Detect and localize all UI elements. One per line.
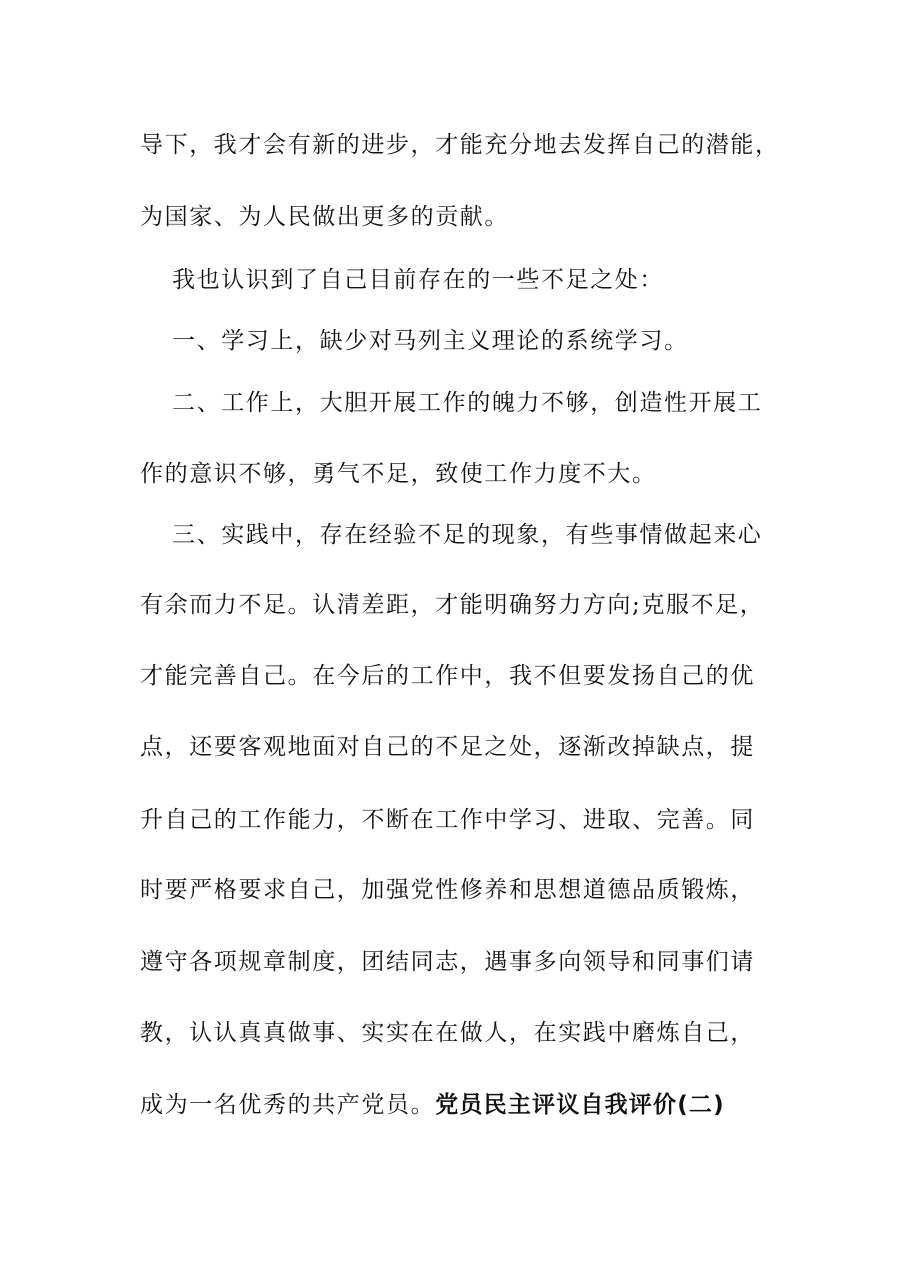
paragraph-line: 一、学习上，缺少对马列主义理论的系统学习。	[172, 328, 689, 354]
paragraph-line: 遵守各项规章制度，团结同志，遇事多向领导和同事们请	[140, 949, 755, 975]
paragraph-line: 为国家、为人民做出更多的贡献。	[140, 204, 509, 230]
paragraph-line: 时要严格要求自己，加强党性修养和思想道德品质锻炼，	[140, 877, 755, 903]
paragraph-last-text: 成为一名优秀的共产党员。	[140, 1092, 436, 1118]
paragraph-line: 二、工作上，大胆开展工作的魄力不够，创造性开展工	[172, 390, 763, 416]
paragraph-line: 才能完善自己。在今后的工作中，我不但要发扬自己的优	[140, 663, 755, 689]
paragraph-line: 作的意识不够，勇气不足，致使工作力度不大。	[140, 461, 657, 487]
paragraph-line: 导下，我才会有新的进步，才能充分地去发挥自己的潜能，	[140, 132, 780, 158]
paragraph-line: 三、实践中，存在经验不足的现象，有些事情做起来心	[172, 522, 763, 548]
paragraph-line: 教，认认真真做事、实实在在做人，在实践中磨炼自己，	[140, 1020, 755, 1046]
paragraph-line: 升自己的工作能力，不断在工作中学习、进取、完善。同	[140, 807, 755, 833]
paragraph-line: 有余而力不足。认清差距，才能明确努力方向;克服不足，	[140, 592, 765, 618]
paragraph-line: 点，还要客观地面对自己的不足之处，逐渐改掉缺点，提	[140, 734, 755, 760]
paragraph-line-final	[140, 1085, 780, 1125]
paragraph-line: 我也认识到了自己目前存在的一些不足之处：	[172, 267, 664, 293]
section-heading: 党员民主评议自我评价(二)	[435, 1092, 725, 1118]
